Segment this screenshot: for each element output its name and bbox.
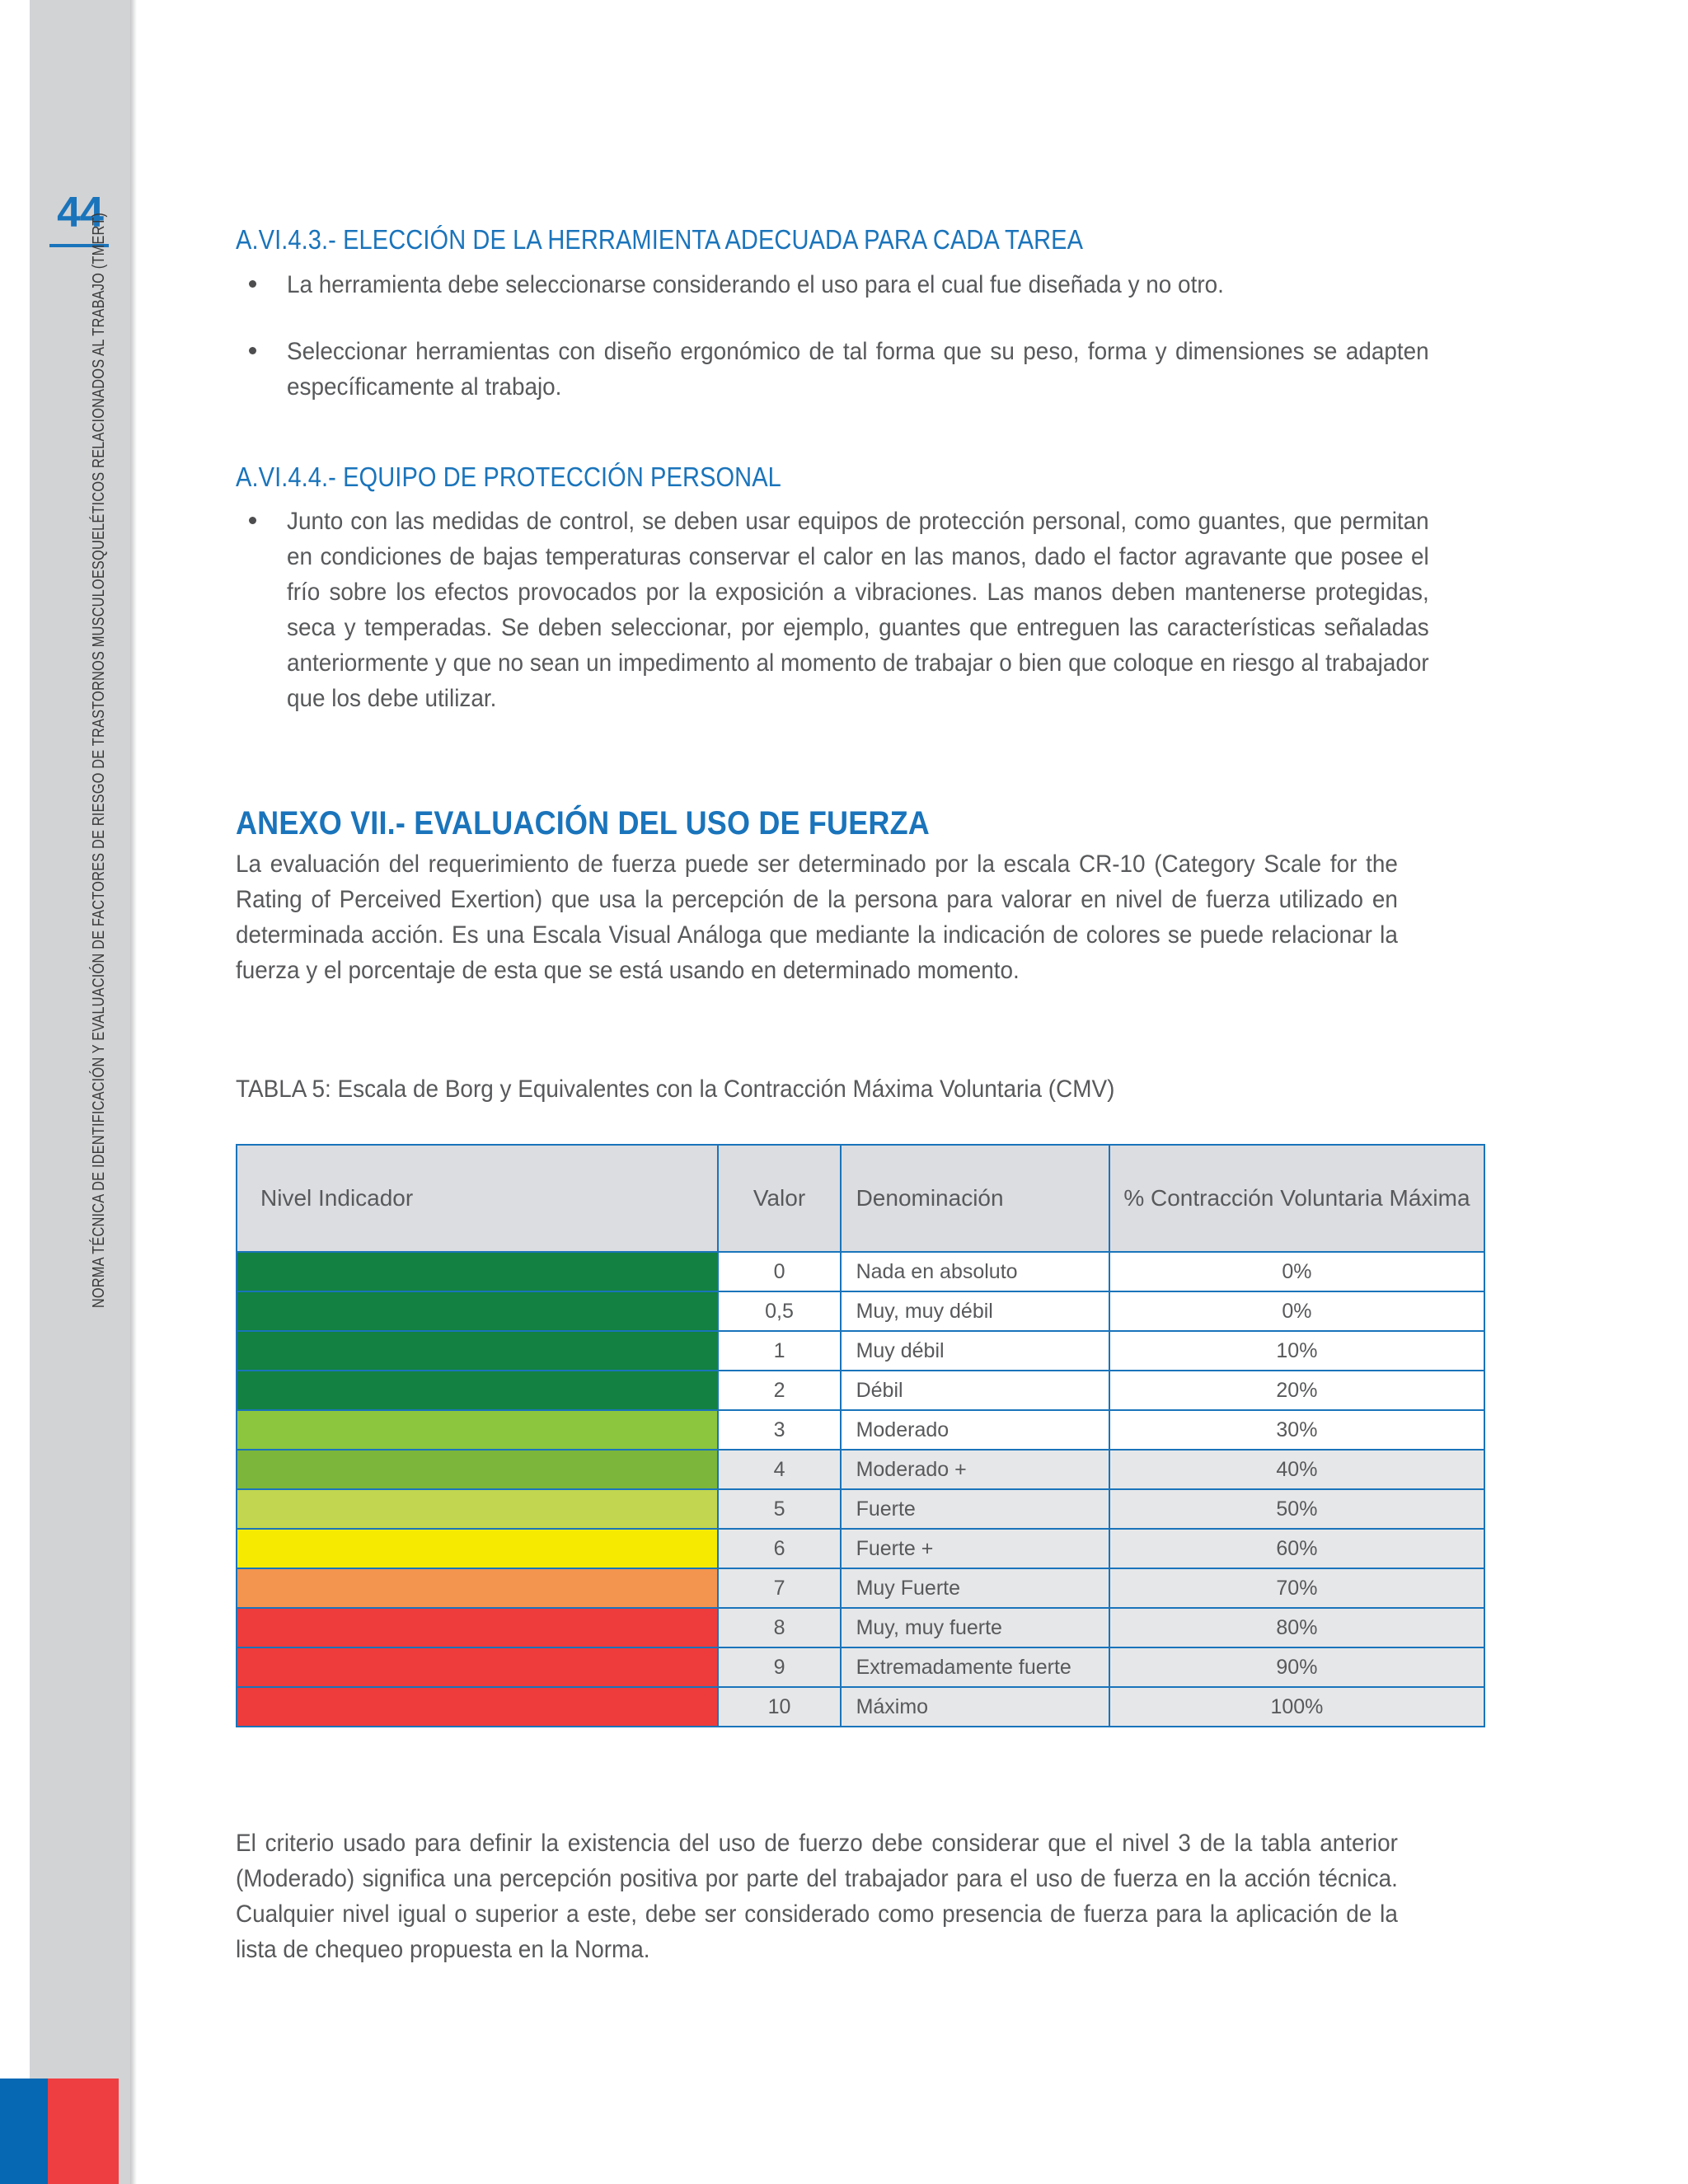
- bullet-item: [236, 267, 1536, 302]
- bullet-text: Seleccionar herramientas con diseño ergonómico de tal forma que su peso, forma y dimensiones se adapten específicamente al trabajo.: [287, 338, 1429, 401]
- cell-porcentaje: 100%: [1109, 1687, 1484, 1727]
- table-row: [237, 1410, 1484, 1450]
- column-header-valor: Valor: [718, 1145, 840, 1252]
- bullet-text: La herramienta debe seleccionarse considerando el uso para el cual fue diseñada y no otro.: [287, 271, 1224, 298]
- cell-valor: 2: [718, 1371, 840, 1410]
- heading-a-vi-4-3: A.VI.4.3.- ELECCIÓN DE LA HERRAMIENTA ADECUADA PARA CADA TAREA: [236, 224, 1084, 255]
- sidebar-edge-shadow: [130, 0, 137, 2184]
- corner-block-blue: [0, 2079, 48, 2184]
- cell-denominacion: Extremadamente fuerte: [841, 1647, 1109, 1687]
- level-color-swatch: [237, 1489, 718, 1529]
- bullet-dot-icon: [249, 517, 256, 524]
- level-color-swatch: [237, 1291, 718, 1331]
- cell-denominacion: Fuerte: [841, 1489, 1109, 1529]
- table-row: [237, 1252, 1484, 1291]
- cell-denominacion: Muy débil: [841, 1331, 1109, 1371]
- cell-denominacion: Máximo: [841, 1687, 1109, 1727]
- cell-porcentaje: 50%: [1109, 1489, 1484, 1529]
- bullet-item: [236, 334, 1536, 405]
- cell-valor: 0: [718, 1252, 840, 1291]
- page-content: [236, 0, 1515, 2184]
- cell-valor: 8: [718, 1608, 840, 1647]
- cell-denominacion: Débil: [841, 1371, 1109, 1410]
- table-row: [237, 1608, 1484, 1647]
- cell-valor: 3: [718, 1410, 840, 1450]
- table-caption: TABLA 5: Escala de Borg y Equivalentes con la Contracción Máxima Voluntaria (CMV): [236, 1076, 1115, 1103]
- table-row: [237, 1331, 1484, 1371]
- cell-porcentaje: 70%: [1109, 1568, 1484, 1608]
- cell-porcentaje: 0%: [1109, 1291, 1484, 1331]
- borg-scale-table: [236, 1144, 1485, 1727]
- table-row: [237, 1529, 1484, 1568]
- anexo-paragraph: La evaluación del requerimiento de fuerza puede ser determinado por la escala CR-10 (Category Scale for the Rating of Perceived Exertion) que usa la percepción de la persona para valorar en nivel de fuerza utilizado en determinada acción. Es una Escala Visual Análoga que mediante la indicación de colores se puede relacionar la fuerza y el porcentaje de esta que se está usando en determinado momento.: [236, 851, 1398, 984]
- column-header-nivel-indicador: Nivel Indicador: [237, 1145, 718, 1252]
- cell-valor: 10: [718, 1687, 840, 1727]
- level-color-swatch: [237, 1450, 718, 1489]
- cell-denominacion: Muy, muy fuerte: [841, 1608, 1109, 1647]
- bullet-dot-icon: [249, 347, 256, 354]
- table-row: [237, 1291, 1484, 1331]
- table-row: [237, 1647, 1484, 1687]
- sidebar-vertical-title: NORMA TÉCNICA DE IDENTIFICACIÓN Y EVALUACIÓN DE FACTORES DE RIESGO DE TRASTORNOS MUSCULOESQUELÉTICOS RELACIONADOS AL TRABAJO (TMERT): [89, 213, 108, 1309]
- table-head: [237, 1145, 1484, 1252]
- table-row: [237, 1450, 1484, 1489]
- bullet-text: Junto con las medidas de control, se deben usar equipos de protección personal, como guantes, que permitan en condiciones de bajas temperaturas conservar el calor en las manos, dado el factor agravante que posee el frío sobre los efectos provocados por la exposición a vibraciones. Las manos deben mantenerse protegidas, seca y temperadas. Se deben seleccionar, por ejemplo, guantes que entreguen las características señaladas anteriormente y que no sean un impedimento al momento de trabajar o bien que coloque en riesgo al trabajador que los debe utilizar.: [287, 508, 1429, 712]
- cell-porcentaje: 40%: [1109, 1450, 1484, 1489]
- level-color-swatch: [237, 1608, 718, 1647]
- level-color-swatch: [237, 1687, 718, 1727]
- cell-porcentaje: 10%: [1109, 1331, 1484, 1371]
- table-body: [237, 1252, 1484, 1727]
- column-header-porcentaje-cmv: % Contracción Voluntaria Máxima: [1109, 1145, 1484, 1252]
- heading-a-vi-4-4: A.VI.4.4.- EQUIPO DE PROTECCIÓN PERSONAL: [236, 462, 781, 492]
- closing-paragraph: El criterio usado para definir la existencia del uso de fuerzo debe considerar que el nivel 3 de la tabla anterior (Moderado) significa una percepción positiva por parte del trabajador para el uso de fuerza en la acción técnica. Cualquier nivel igual o superior a este, debe ser considerado como presencia de fuerza para la aplicación de la lista de chequeo propuesta en la Norma.: [236, 1830, 1398, 1963]
- page-number: 44: [57, 189, 103, 237]
- level-color-swatch: [237, 1529, 718, 1568]
- level-color-swatch: [237, 1252, 718, 1291]
- cell-denominacion: Muy, muy débil: [841, 1291, 1109, 1331]
- bullet-item: [236, 504, 1536, 716]
- level-color-swatch: [237, 1568, 718, 1608]
- cell-valor: 6: [718, 1529, 840, 1568]
- cell-denominacion: Fuerte +: [841, 1529, 1109, 1568]
- cell-porcentaje: 90%: [1109, 1647, 1484, 1687]
- cell-valor: 7: [718, 1568, 840, 1608]
- cell-porcentaje: 30%: [1109, 1410, 1484, 1450]
- heading-anexo-vii: ANEXO VII.- EVALUACIÓN DEL USO DE FUERZA: [236, 805, 930, 841]
- level-color-swatch: [237, 1647, 718, 1687]
- cell-porcentaje: 60%: [1109, 1529, 1484, 1568]
- cell-valor: 0,5: [718, 1291, 840, 1331]
- table-row: [237, 1489, 1484, 1529]
- corner-block-red: [48, 2079, 119, 2184]
- table-header-row: [237, 1145, 1484, 1252]
- level-color-swatch: [237, 1371, 718, 1410]
- cell-porcentaje: 80%: [1109, 1608, 1484, 1647]
- sidebar-white-margin: [0, 0, 30, 2184]
- level-color-swatch: [237, 1410, 718, 1450]
- cell-denominacion: Moderado +: [841, 1450, 1109, 1489]
- cell-denominacion: Nada en absoluto: [841, 1252, 1109, 1291]
- table-row: [237, 1687, 1484, 1727]
- cell-valor: 9: [718, 1647, 840, 1687]
- table-row: [237, 1568, 1484, 1608]
- cell-porcentaje: 20%: [1109, 1371, 1484, 1410]
- cell-valor: 4: [718, 1450, 840, 1489]
- cell-denominacion: Moderado: [841, 1410, 1109, 1450]
- cell-valor: 1: [718, 1331, 840, 1371]
- cell-valor: 5: [718, 1489, 840, 1529]
- table-row: [237, 1371, 1484, 1410]
- bullet-dot-icon: [249, 280, 256, 288]
- cell-porcentaje: 0%: [1109, 1252, 1484, 1291]
- column-header-denominacion: Denominación: [841, 1145, 1109, 1252]
- cell-denominacion: Muy Fuerte: [841, 1568, 1109, 1608]
- level-color-swatch: [237, 1331, 718, 1371]
